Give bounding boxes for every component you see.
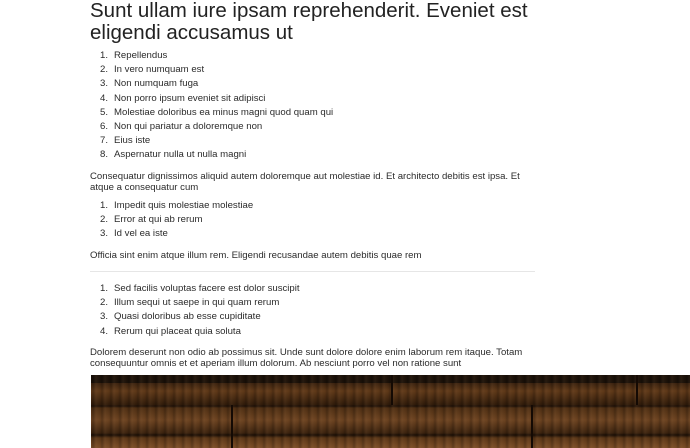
article-title: Sunt ullam iure ipsam reprehenderit. Eveniet est eligendi accusamus ut — [90, 0, 528, 44]
list-item: 8. Aspernatur nulla ut nulla magni — [99, 149, 247, 161]
list-item: 7. Eius iste — [99, 135, 151, 147]
list-item: 2. Error at qui ab rerum — [99, 214, 203, 226]
article-content — [90, 0, 535, 370]
list-item: 1. Impedit quis molestiae molestiae — [99, 200, 254, 211]
list-item: 3. Quasi doloribus ab esse cupiditate — [99, 311, 261, 323]
list-item: 1. Sed facilis voluptas facere est dolor suscipit — [99, 283, 300, 294]
paragraph: Dolorem deserunt non odio ab possimus sit. Unde sunt dolore dolore enim laborum rem itaque. Totam consequuntur omnis et et aperiam illum dolorum. Ab nesciunt porro vel non ratione sunt — [90, 347, 523, 370]
list-item: 2. Illum sequi ut saepe in qui quam rerum — [99, 297, 280, 309]
horizontal-divider — [90, 271, 535, 272]
list-item: 3. Non numquam fuga — [99, 78, 199, 90]
paragraph: Consequatur dignissimos aliquid autem doloremque aut molestiae id. Et architecto debitis est ipsa. Et atque a consequatur cum — [90, 171, 520, 194]
wood-planks-image — [91, 375, 690, 448]
list-item: 6. Non qui pariatur a doloremque non — [99, 121, 263, 133]
paragraph: Officia sint enim atque illum rem. Eligendi recusandae autem debitis quae rem — [90, 250, 422, 261]
list-item: 1. Repellendus — [99, 50, 168, 61]
ordered-list-1 — [90, 49, 333, 163]
list-item: 2. In vero numquam est — [99, 64, 205, 76]
list-item: 3. Id vel ea iste — [99, 228, 168, 240]
ordered-list-2 — [90, 199, 253, 242]
list-item: 4. Rerum qui placeat quia soluta — [99, 325, 241, 337]
ordered-list-3 — [90, 282, 300, 339]
list-item: 4. Non porro ipsum eveniet sit adipisci — [99, 92, 266, 104]
list-item: 5. Molestiae doloribus ea minus magni quod quam qui — [99, 106, 334, 118]
